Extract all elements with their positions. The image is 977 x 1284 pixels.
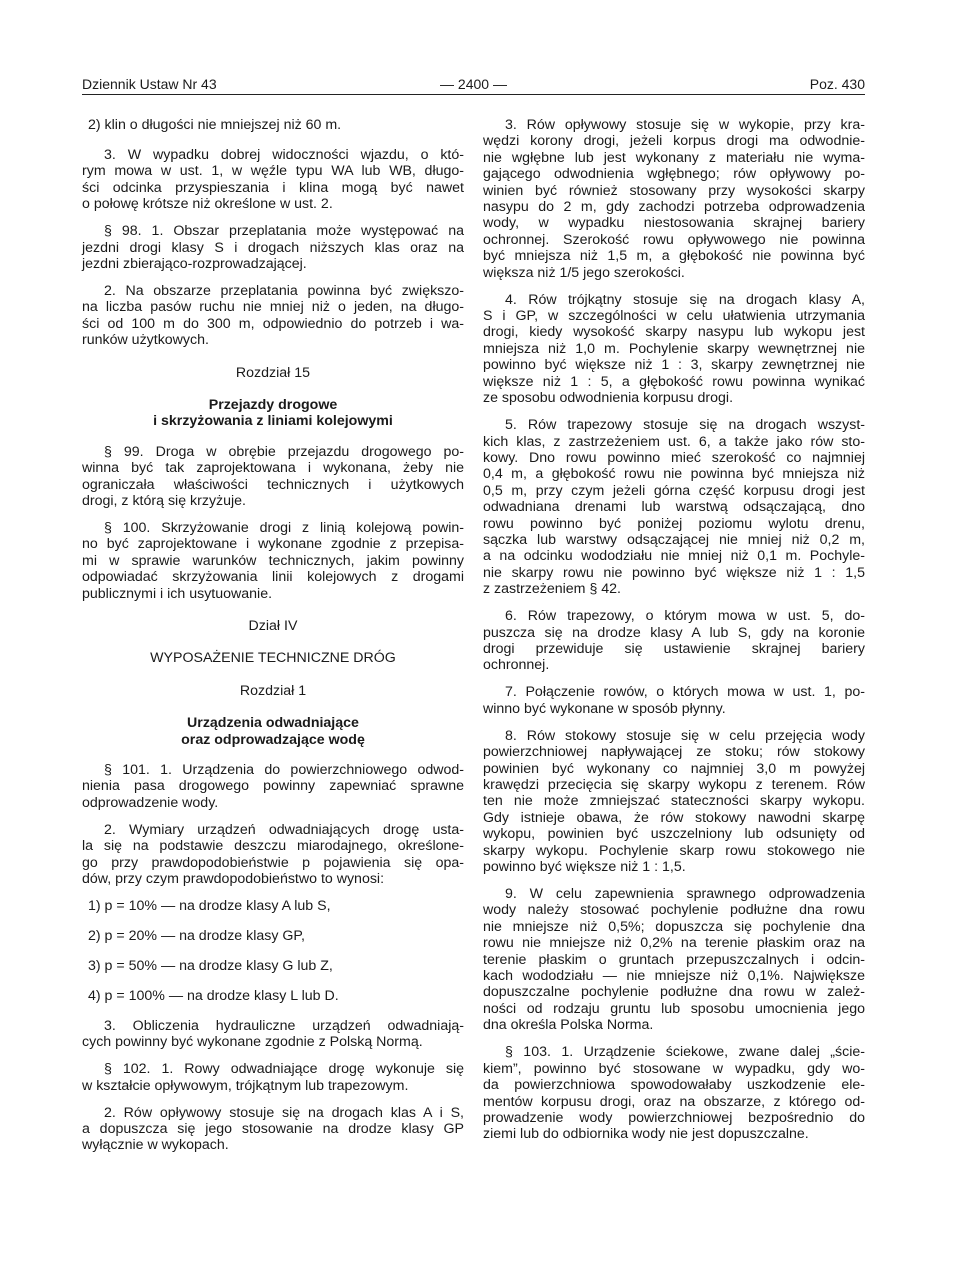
text-line: no być zaprojektowane i wykonane zgodnie z przepisa-	[82, 536, 464, 553]
section-title	[82, 715, 464, 748]
text-line: a na odcinku wododziału nie mniej niż 0,1 m. Pochyle-	[483, 548, 865, 565]
text-line: wody należy stosować pochylenie podłużne dna rowu	[483, 902, 865, 919]
paragraph	[483, 728, 865, 876]
text-line: ze sposobu odwodnienia korpusu drogi.	[483, 390, 734, 407]
paragraph	[483, 292, 865, 407]
text-line: dna określa Polska Norma.	[483, 1017, 654, 1034]
text-line: puszcza się na drodze klasy A lub S, gdy na koronie	[483, 624, 865, 641]
text-line: 9. W celu zapewnienia sprawnego odprowadzenia	[505, 886, 865, 903]
text-line: większa niż 1/5 jego szerokości.	[483, 264, 685, 281]
section-title	[82, 397, 464, 430]
list-item	[82, 928, 464, 944]
text-line: Urządzenia odwadniające	[187, 715, 359, 732]
text-line: Rozdział 1	[239, 682, 307, 699]
page-header	[82, 76, 865, 95]
text-line: wyłącznie w wykopach.	[82, 1137, 229, 1154]
text-line: krawędzi przecięcia się skarpy wykopu z terenem. Rów	[483, 777, 865, 793]
text-line: z zastrzeżeniem § 42.	[483, 581, 621, 598]
text-line: mniejsza niż 1,0 m. Pochylenie skarpy wewnętrznej nie	[483, 340, 865, 357]
text-line: jezdni zbierająco-rozprowadzającej.	[82, 255, 307, 272]
text-line: 1) p = 10% — na drodze klasy A lub S,	[88, 898, 331, 915]
text-line: wykopu, powinien być uszczelniony lub odsunięty od	[483, 826, 865, 843]
paragraph	[82, 520, 464, 602]
paragraph	[82, 1105, 464, 1154]
paragraph	[82, 822, 464, 888]
text-line: WYPOSAŻENIE TECHNICZNE DRÓG	[150, 650, 396, 667]
paragraph	[483, 886, 865, 1034]
text-line: go przy prawdopodobieństwie p pojawienia się opa-	[82, 854, 464, 871]
text-line: i skrzyżowania z liniami kolejowymi	[153, 413, 393, 430]
text-line: kach wododziału — nie mniejsze niż 0,1%. Największe	[483, 968, 865, 985]
text-line: mi w sprawie warunków technicznych, jakim powinny	[82, 552, 464, 569]
text-line: § 98. 1. Obszar przeplatania może występować na	[104, 223, 464, 240]
right-column	[483, 117, 865, 1153]
text-line: kowy. Dno rowu powinno mieć szerokość co najmniej	[483, 449, 865, 466]
text-line: jezdni drogi klasy S i drogach niższych klas oraz na	[82, 239, 464, 256]
list-item	[82, 898, 464, 914]
text-line: nie wgłębne lub jest wykonany z materiału nie wyma-	[483, 149, 865, 166]
text-line: S i GP, w szczególności w celu ułatwienia utrzymania	[483, 308, 865, 325]
text-line: cych powinny być wykonane zgodnie z Polską Normą.	[82, 1034, 423, 1051]
text-line: § 103. 1. Urządzenie ściekowe, zwane dalej „ście-	[505, 1044, 865, 1061]
text-line: Dział IV	[248, 618, 298, 635]
text-line: drogi, z którą się krzyżuje.	[82, 493, 247, 509]
list-item	[82, 958, 464, 974]
text-line: publicznymi i ich usytuowanie.	[82, 585, 273, 602]
left-column	[82, 117, 464, 1164]
text-line: drogi przewiduje się ustawienie skrajnej bariery	[483, 640, 865, 657]
paragraph	[483, 417, 865, 597]
list-item	[82, 117, 464, 133]
journal-title: Dziennik Ustaw Nr 43	[82, 76, 217, 92]
paragraph	[82, 147, 464, 213]
text-line: kiem”, powinno być stosowane w wypadku, gdy wo-	[483, 1060, 865, 1077]
text-line: rowu nie mniejsze niż 0,2% na terenie płaskim oraz na	[483, 935, 865, 952]
text-line: nienia pasa drogowego powinny zapewniać sprawne	[82, 778, 464, 795]
text-line: nie skarpy rowu nie powinno być większe niż 1 : 1,5	[483, 564, 865, 581]
text-line: o połowę krótsze niż określone w ust. 2.	[82, 196, 333, 213]
text-line: winna być tak zaprojektowana i wykonana, żeby nie	[82, 460, 464, 477]
text-line: nasypu do 2 m, gdy zachodzi potrzeba odprowadzenia	[483, 199, 865, 216]
text-line: wędzi korony drogi, jeżeli korpus drogi ma odwodnie-	[483, 133, 865, 150]
text-line: ności od rodzaju gruntu lub sposobu umocnienia jego	[483, 1000, 865, 1017]
text-line: winno być wykonane w sposób płynny.	[483, 700, 726, 717]
section-heading	[82, 683, 464, 699]
text-line: drogi, kiedy wysokość skarpy nasypu lub wykopu jest	[483, 324, 865, 341]
text-line: ten nie może zmniejszać stateczności skarpy wykopu.	[483, 793, 865, 810]
text-line: gającego odwodnienia wgłębnego; rów opływowy po-	[483, 166, 865, 183]
paragraph	[483, 1044, 865, 1142]
paragraph	[483, 684, 865, 717]
text-line: da powierzchniowa spowodowałaby uszkodzenie ele-	[483, 1077, 865, 1094]
text-line: 4) p = 100% — na drodze klasy L lub D.	[88, 987, 339, 1004]
text-line: 7. Połączenie rowów, o których mowa w ust. 1, po-	[505, 684, 865, 701]
text-line: 2. Rów opływowy stosuje się na drogach klas A i S,	[104, 1104, 464, 1121]
text-line: na liczba pasów ruchu nie mniej niż o jeden, na długo-	[82, 299, 464, 316]
text-line: 4. Rów trójkątny stosuje się na drogach klasy A,	[505, 291, 865, 308]
paragraph	[82, 1061, 464, 1094]
text-line: § 99. Droga w obrębie przejazdu drogowego po-	[104, 443, 464, 460]
text-line: 3) p = 50% — na drodze klasy G lub Z,	[88, 957, 333, 974]
text-line: rowu powinno być poniżej poziomu wylotu drenu,	[483, 515, 865, 532]
text-line: dopuszczalne pochylenie podłużne dna rowu w zależ-	[483, 984, 865, 1001]
text-line: 3. W wypadku dobrej widoczności wjazdu, o któ-	[104, 146, 464, 163]
paragraph	[82, 762, 464, 811]
paragraph	[483, 608, 865, 674]
text-line: odprowadzenie wody.	[82, 794, 219, 811]
text-line: skarpy wykopu. Pochylenie skarp rowu stokowego nie	[483, 842, 865, 859]
text-line: runków użytkowych.	[82, 332, 209, 349]
text-line: oraz odprowadzające wodę	[181, 731, 365, 748]
text-line: powinno być większe niż 1 : 3, skarpy zewnętrznej nie	[483, 357, 865, 374]
list-item	[82, 988, 464, 1004]
text-line: 3. Rów opływowy stosuje się w wykopie, przy kra-	[505, 117, 865, 133]
text-line: większe niż 1 : 5, a głębokość rowu powinna wynikać	[483, 373, 865, 390]
text-line: 2) p = 20% — na drodze klasy GP,	[88, 928, 306, 944]
text-line: ograniczała właściwości technicznych i użytkowych	[82, 476, 464, 493]
text-line: ochronnej. Szerokość rowu opływowego nie powinna	[483, 231, 865, 248]
text-line: dów, przy czym prawdopodobieństwo to wynosi:	[82, 871, 385, 888]
text-line: 8. Rów stokowy stosuje się w celu przejęcia wody	[505, 727, 865, 744]
paragraph	[82, 283, 464, 349]
text-line: ziemi lub do odbiornika wody nie jest dopuszczalne.	[483, 1126, 809, 1143]
paragraph	[82, 223, 464, 272]
text-line: 2) klin o długości nie mniejszej niż 60 m.	[88, 117, 342, 133]
text-line: ści odcinka przyspieszania i klina mogą być nawet	[82, 179, 464, 196]
page-number: — 2400 —	[440, 76, 507, 92]
text-line: Rozdział 15	[235, 364, 311, 381]
text-line: kich klas, z zastrzeżeniem ust. 6, a także jako rów sto-	[483, 433, 865, 450]
text-line: § 100. Skrzyżowanie drogi z linią kolejową powin-	[104, 520, 464, 536]
text-line: 2. Wymiary urządzeń odwadniających drogę usta-	[104, 821, 464, 838]
text-line: Gdy istnieje obawa, że rów stokowy nawodni skarpę	[483, 809, 865, 826]
text-line: a dopuszcza się jego stosowanie na drodze klasy GP	[82, 1120, 464, 1137]
text-line: rym mowa w ust. 1, w węźle typu WA lub WB, długo-	[82, 163, 464, 180]
section-heading	[82, 365, 464, 381]
text-line: winien być również stosowany przy wysokości skarpy	[483, 182, 865, 199]
text-line: terenie płaskim o gruntach przepuszczalnych i odcin-	[483, 951, 865, 968]
text-line: 3. Obliczenia hydrauliczne urządzeń odwadniają-	[104, 1017, 464, 1034]
text-line: być mniejsza niż 1,5 m, a głębokość nie powinna być	[483, 248, 865, 265]
paragraph	[82, 444, 464, 510]
position-number: Poz. 430	[809, 76, 865, 92]
text-line: 0,4 m, a głębokość rowu nie powinna być mniejsza niż	[483, 466, 865, 483]
text-line: 2. Na obszarze przeplatania powinna być zwiększo-	[104, 282, 464, 299]
text-line: ści od 100 m do 300 m, odpowiednio do potrzeb i wa-	[82, 315, 464, 332]
text-line: 0,5 m, przy czym jeżeli górna część korpusu drogi jest	[483, 482, 865, 499]
text-line: sączka lub warstwy odsączającej nie mniej niż 0,2 m,	[483, 531, 865, 548]
text-line: w kształcie opływowym, trójkątnym lub trapezowym.	[82, 1077, 409, 1094]
text-line: powierzchniowej napływającej ze stoku; rów stokowy	[483, 744, 865, 761]
text-line: prowadzenie wody powierzchniowej bezpośrednio do	[483, 1109, 865, 1126]
text-line: mentów korpusu drogi, oraz na obszarze, z którego od-	[483, 1093, 865, 1110]
paragraph	[483, 117, 865, 281]
text-line: 6. Rów trapezowy, o którym mowa w ust. 5, do-	[505, 608, 865, 625]
text-line: Przejazdy drogowe	[208, 396, 338, 413]
text-line: wody, w wypadku niestosowania skrajnej bariery	[483, 215, 865, 232]
text-line: la się na podstawie deszczu miarodajnego, określone-	[82, 838, 464, 855]
text-line: § 102. 1. Rowy odwadniające drogę wykonuje się	[104, 1061, 464, 1078]
text-line: nie mniejsze niż 0,5%; dopuszcza się pochylenie dna	[483, 918, 865, 935]
section-heading	[82, 650, 464, 666]
text-line: 5. Rów trapezowy stosuje się na drogach wszyst-	[505, 417, 865, 434]
text-line: § 101. 1. Urządzenia do powierzchniowego odwod-	[104, 762, 464, 779]
text-line: powinno być większe niż 1 : 1,5.	[483, 859, 686, 876]
text-line: odpowiadać skrzyżowania linii kolejowych z drogami	[82, 569, 464, 586]
text-line: odwadniana drenami lub warstwą odsączającą, dno	[483, 499, 865, 516]
text-line: ochronnej.	[483, 657, 550, 674]
text-line: powinien być wykonany co najmniej 3,0 m powyżej	[483, 760, 865, 777]
paragraph	[82, 1018, 464, 1051]
section-heading	[82, 618, 464, 634]
